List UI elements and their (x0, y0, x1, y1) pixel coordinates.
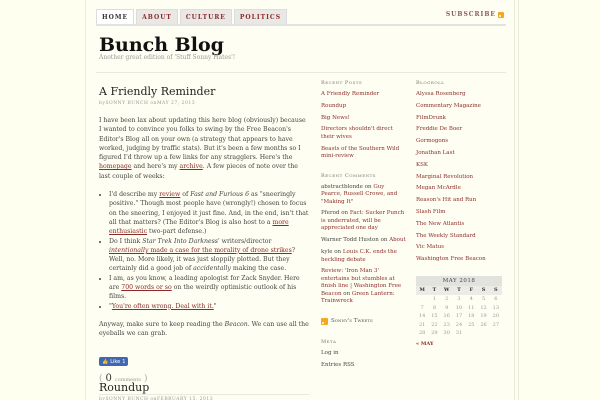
site-tagline: Another great edition of 'Stuff Sonny Hates'! (99, 54, 236, 61)
entries-rss-link[interactable]: Entries RSS (321, 361, 355, 368)
calendar-day: 20 (492, 313, 500, 320)
calendar-day (416, 295, 428, 304)
calendar-day: 28 (418, 330, 426, 337)
tab-politics[interactable]: POLITICS (234, 9, 287, 24)
login-link[interactable]: Log in (321, 349, 339, 356)
text: on (362, 183, 374, 190)
link-text: made a case for the morality of drone strikes (148, 246, 292, 254)
list-item (416, 233, 506, 241)
list-item (416, 150, 506, 158)
more-enthusiastic-link[interactable]: more enthusiastic (109, 218, 289, 236)
tweets-widget-title[interactable] (321, 318, 406, 325)
list-item (321, 237, 406, 245)
text: Do I think (109, 237, 143, 245)
emphasis: accidentally (193, 265, 231, 273)
blogroll-link[interactable]: Jonathan Last (416, 149, 455, 156)
byline-by: by (99, 397, 106, 400)
header-divider (96, 72, 506, 73)
list-item (416, 244, 506, 252)
like-count: 1 (122, 358, 126, 365)
recent-posts-widget (321, 80, 406, 161)
list-item (321, 249, 406, 264)
calendar-day: 14 (418, 313, 426, 320)
calendar-day: 24 (455, 321, 463, 328)
blogroll-link[interactable]: FilmDrunk (416, 114, 447, 121)
blogroll-link[interactable]: Marginal Revolution (416, 173, 474, 180)
list-item (416, 256, 506, 264)
list-item (416, 126, 506, 134)
calendar-day: 5 (481, 295, 486, 302)
widget-title: Blogroll (416, 80, 445, 86)
recent-comments-widget (321, 173, 406, 306)
like-label: Like (110, 358, 121, 365)
list-item (416, 115, 506, 123)
text: Anyway, make sure to keep reading the (99, 320, 225, 328)
text: and here's my (131, 163, 180, 171)
list-item (416, 162, 506, 170)
blogroll-link[interactable]: The New Atlantis (416, 220, 465, 227)
post-title[interactable]: A Friendly Reminder (99, 85, 216, 98)
list-item (109, 274, 309, 302)
comment-author: abstractblonde (321, 183, 363, 190)
list-item (321, 362, 406, 370)
post-bullet-list (109, 190, 309, 311)
film-title: Star Trek Into Darkness (142, 237, 218, 245)
calendar-day: 7 (420, 304, 424, 311)
text: of (180, 191, 191, 199)
text: I am, as you know, a leading apologist for Zack Snyder. Here are (109, 274, 300, 292)
calendar-day: 26 (480, 321, 487, 328)
calendar-day: 27 (492, 321, 500, 328)
calendar-day: 22 (431, 321, 438, 328)
comment-post-link[interactable]: Louis C.K. ends the heckling debate (321, 249, 397, 263)
blogroll-link[interactable]: Megan McArdle (416, 185, 461, 192)
text: I have been lax about updating this here blog (obviously) because I wanted to convince you folks to swing by the Free Beacon's Editor's Blog all on your own (a strategy that appears to have worked, judging by traffic stats). But it's been a few months so I figured I'd throw up a few links for any stragglers. Here's the (99, 117, 306, 162)
recent-post-link[interactable]: Beasts of the Southern Wild mini-review (321, 145, 400, 160)
list-item (321, 268, 406, 306)
list-item (109, 302, 309, 311)
text: " (213, 302, 217, 310)
list-item (109, 237, 309, 274)
post-date: MAY 27, 2013 (156, 101, 196, 106)
tab-home[interactable]: HOME (96, 9, 134, 24)
calendar-day (465, 329, 477, 338)
700-words-link[interactable]: 700 words or so (121, 284, 172, 292)
calendar-day (490, 329, 502, 338)
calendar-day: 21 (418, 321, 426, 328)
blogroll-link[interactable]: KSK (416, 161, 428, 168)
list-item (321, 350, 406, 358)
text: I'd describe my (109, 191, 160, 199)
drone-strikes-link[interactable] (109, 247, 292, 254)
calendar-day: 18 (468, 313, 475, 320)
subscribe-label: SUBSCRIBE (445, 11, 496, 18)
thumbs-up-icon: 👍 (102, 358, 109, 365)
text: ? Well, no. More likely, it was just sloppily plotted. But they certainly did a good job of (109, 246, 296, 273)
calendar-widget (416, 276, 506, 347)
calendar-day: 17 (455, 313, 463, 320)
calendar-day (477, 329, 489, 338)
comment-author-link[interactable]: Review: 'Iron Man 3' entertains but stumbles at finish line | Washington Free Beacon (321, 268, 402, 297)
weekday-header: S (490, 286, 502, 295)
calendar-day: 2 (445, 295, 449, 302)
paren-open: ( (99, 373, 103, 384)
calendar-day: 30 (443, 330, 450, 337)
post-title[interactable]: Roundup (99, 381, 150, 394)
calendar-day: 12 (480, 304, 487, 311)
text: on the weirdly optimistic outlook of his films. (109, 284, 297, 301)
tab-about[interactable]: ABOUT (136, 9, 178, 24)
text: . We can use all the eyeballs we can grab. (99, 320, 309, 338)
comment-post-link[interactable]: Guy Pearce, Russell Crowe, and "Making It" (321, 183, 398, 205)
list-item (416, 91, 506, 99)
list-item (416, 221, 506, 229)
text: as "sneeringly positive." Though most people have (wrongly!) chosen to focus on the sneering, I enjoyed it just fine. And, in the end, isn't that all that matters? (The Editor's Blog is also host to a (109, 191, 309, 226)
film-title: Fast and Furious 6 (190, 191, 250, 199)
byline-on: on (150, 397, 157, 400)
list-item (416, 197, 506, 205)
text: on (332, 249, 343, 256)
post-byline (99, 101, 309, 106)
subscribe-link[interactable] (446, 11, 504, 18)
calendar-day: 1 (432, 295, 437, 302)
comment-post-link[interactable]: Green Lantern: Trainwreck (321, 290, 395, 305)
list-item (321, 115, 406, 123)
blogroll-list (416, 91, 506, 264)
list-item (321, 91, 406, 99)
calendar-day: 19 (480, 313, 487, 320)
list-item (416, 174, 506, 182)
blogroll-widget (416, 80, 506, 264)
text: ' writers/director (217, 237, 272, 245)
comment-label: comments (114, 376, 141, 383)
calendar-day: 10 (455, 304, 463, 311)
weekday-header: S (477, 286, 489, 295)
main-content (99, 80, 309, 395)
weekday-header: W (441, 286, 453, 295)
blogroll-link[interactable]: Freddie De Boer (416, 126, 463, 133)
calendar-day: 3 (457, 295, 461, 302)
byline-by: by (99, 101, 106, 106)
homepage-link[interactable]: homepage (99, 163, 132, 171)
list-item (321, 126, 406, 141)
comment-post-link[interactable]: About (389, 237, 406, 244)
weekday-header: F (465, 286, 477, 295)
calendar-day: 15 (431, 313, 438, 320)
tweets-label: Sonny's Tweets (331, 318, 373, 325)
list-item (109, 190, 309, 236)
calendar-day: 13 (492, 304, 500, 311)
text: . A few pieces of note over the last couple of weeks: (99, 163, 298, 180)
top-nav (96, 9, 289, 24)
list-item (321, 184, 406, 207)
calendar-day: 6 (494, 295, 498, 302)
calendar-day: 4 (469, 295, 473, 302)
calendar-day: 31 (455, 330, 463, 337)
list-item (416, 209, 506, 217)
blogroll-link[interactable]: Vic Matus (416, 244, 444, 251)
blogroll-link[interactable]: Washington Free Beacon (416, 256, 486, 263)
recent-posts-list (321, 91, 406, 161)
comment-author: kyle (321, 249, 333, 256)
text: on (339, 210, 350, 217)
recent-post-link[interactable]: Big News! (321, 114, 350, 121)
tab-culture[interactable]: CULTURE (180, 9, 232, 24)
blogroll-link[interactable]: Slash Film (416, 208, 446, 215)
comment-post-link[interactable]: Fact: Sucker Punch is underrated, will be appreciated one day (321, 210, 405, 232)
weekday-header: T (428, 286, 440, 295)
text: two-part defense.) (147, 228, 207, 236)
post (99, 80, 309, 395)
text: making the case. (230, 265, 287, 273)
text: on (378, 237, 390, 244)
widget-title: Recent Comments (321, 172, 377, 179)
text: " (109, 302, 112, 310)
facebook-like-button[interactable] (99, 357, 128, 366)
calendar-caption: MAY 2018 (416, 276, 502, 286)
list-item (416, 138, 506, 146)
post-body (99, 116, 309, 339)
weekday-header: M (416, 286, 428, 295)
blogroll-link[interactable]: Gormogons (416, 138, 449, 145)
post-paragraph (99, 320, 309, 339)
post-date: FEBRUARY 15, 2013 (156, 397, 214, 400)
calendar-day: 9 (445, 304, 449, 311)
blogroll-link[interactable]: Reason's Hit and Run (416, 197, 477, 204)
calendar-day: 23 (443, 321, 450, 328)
list-item (321, 210, 406, 233)
archive-link[interactable]: archive (179, 163, 203, 171)
recent-post-link[interactable]: Directors shouldn't direct their wives (321, 126, 393, 140)
calendar-day: 8 (432, 304, 437, 311)
text: on (341, 290, 352, 297)
recent-comments-list (321, 184, 406, 306)
weekday-header: T (453, 286, 465, 295)
calendar-day: 25 (468, 321, 475, 328)
post-paragraph (99, 116, 309, 181)
list-item (416, 185, 506, 193)
rss-icon (321, 318, 328, 325)
post (99, 373, 214, 400)
sidebar-left (321, 80, 406, 381)
blogroll-link[interactable]: Alyssa Rosenberg (416, 91, 466, 97)
recent-post-link[interactable]: A Friendly Reminder (321, 91, 380, 97)
list-item (321, 146, 406, 161)
list-item (416, 103, 506, 111)
rss-icon (498, 12, 504, 18)
widget-title: Meta (321, 338, 337, 345)
emphasis: Beacon (224, 320, 248, 328)
calendar-prev-month-link[interactable]: « MAY (416, 340, 434, 347)
list-item (321, 103, 406, 111)
calendar-day: 11 (468, 304, 475, 311)
author-link[interactable]: SONNY BUNCH (105, 397, 149, 400)
emphasis: intentionally (109, 246, 149, 254)
sidebar-right (416, 80, 506, 347)
recent-post-link[interactable]: Roundup (321, 102, 347, 109)
comment-author: Warner Todd Huston (321, 237, 379, 244)
comment-author: Pferod (321, 210, 340, 217)
byline-on: on (150, 101, 157, 106)
deal-with-it-link[interactable]: You're often wrong. Deal with it. (111, 302, 214, 310)
calendar-day: 16 (443, 313, 450, 320)
blogroll-link[interactable]: Commentary Magazine (416, 102, 481, 109)
calendar-table (416, 276, 502, 338)
nav-divider (96, 24, 506, 26)
meta-widget (321, 339, 406, 369)
author-link[interactable]: SONNY BUNCH (105, 101, 149, 106)
meta-list (321, 350, 406, 369)
page-border (514, 0, 519, 400)
site-title[interactable]: Bunch Blog (99, 34, 224, 56)
comment-count: 0 (105, 372, 112, 384)
calendar-day: 29 (431, 330, 438, 337)
paren-close: ) (143, 373, 148, 384)
blogroll-link[interactable]: The Weekly Standard (416, 232, 476, 239)
widget-title: Recent Posts (321, 80, 363, 86)
review-link[interactable]: review (159, 191, 181, 199)
